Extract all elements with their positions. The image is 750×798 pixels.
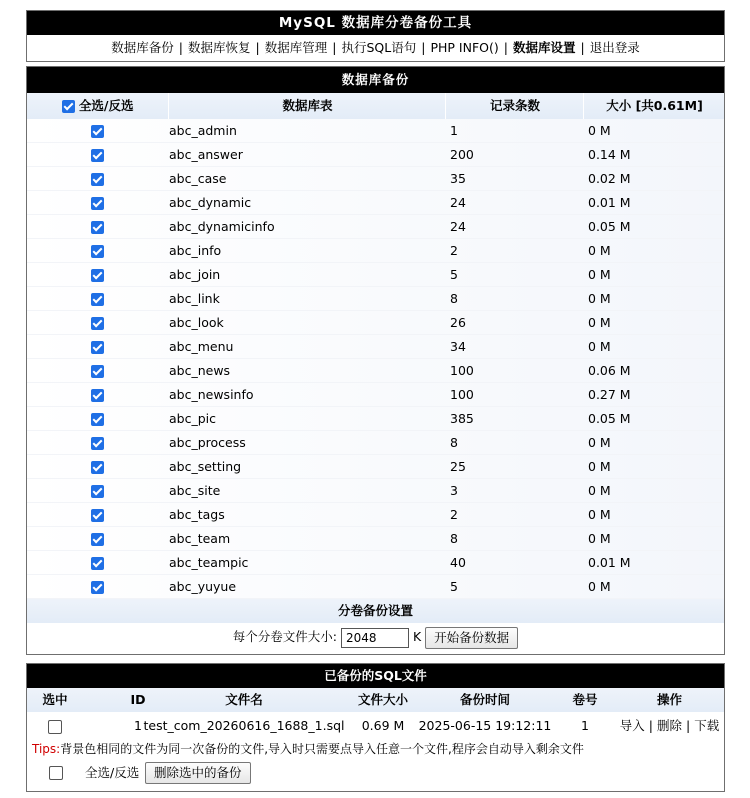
table-checkbox[interactable] <box>91 149 104 162</box>
backup-files-panel <box>26 663 725 792</box>
record-count: 385 <box>450 411 474 426</box>
header-panel <box>26 10 725 62</box>
column-header-size: 大小 [共0.61M] <box>583 93 725 119</box>
table-checkbox[interactable] <box>91 221 104 234</box>
table-row <box>27 712 724 740</box>
table-name: abc_tags <box>169 507 225 522</box>
file-time: 2025-06-15 19:12:11 <box>418 718 552 733</box>
table-row <box>27 311 724 335</box>
nav-link-6[interactable]: 退出登录 <box>589 40 640 55</box>
table-size: 0.14 M <box>588 147 631 162</box>
file-volume: 1 <box>581 718 589 733</box>
table-size: 0.01 M <box>588 195 631 210</box>
record-count: 1 <box>450 123 458 138</box>
record-count: 2 <box>450 243 458 258</box>
column-header-time: 备份时间 <box>459 692 510 707</box>
select-all-label: 全选/反选 <box>78 98 134 113</box>
table-name: abc_admin <box>169 123 237 138</box>
table-checkbox[interactable] <box>91 125 104 138</box>
table-size: 0.05 M <box>588 219 631 234</box>
download-link[interactable]: 下载 <box>694 718 720 733</box>
files-select-all-label[interactable]: 全选/反选 <box>85 765 140 780</box>
table-name: abc_info <box>169 243 222 258</box>
table-size: 0 M <box>588 531 611 546</box>
record-count: 5 <box>450 267 458 282</box>
record-count: 100 <box>450 387 474 402</box>
table-name: abc_look <box>169 315 224 330</box>
column-header-volume: 卷号 <box>572 692 598 707</box>
top-nav <box>27 35 724 60</box>
record-count: 40 <box>450 555 466 570</box>
nav-separator: | <box>580 40 585 55</box>
nav-separator: | <box>503 40 508 55</box>
table-name: abc_process <box>169 435 246 450</box>
record-count: 100 <box>450 363 474 378</box>
column-header-table: 数据库表 <box>168 93 446 119</box>
record-count: 8 <box>450 531 458 546</box>
table-row <box>27 575 724 599</box>
record-count: 8 <box>450 435 458 450</box>
tips-message: 背景色相同的文件为同一次备份的文件,导入时只需要点导入任意一个文件,程序会自动导入剩余文件 <box>60 742 584 756</box>
record-count: 34 <box>450 339 466 354</box>
column-header-actions: 操作 <box>656 692 682 707</box>
table-checkbox[interactable] <box>91 365 104 378</box>
table-row <box>27 407 724 431</box>
volume-settings <box>27 623 724 650</box>
table-checkbox[interactable] <box>91 557 104 570</box>
table-row <box>27 239 724 263</box>
table-name: abc_setting <box>169 459 242 474</box>
table-row <box>27 551 724 575</box>
volume-size-input[interactable] <box>341 628 409 648</box>
table-checkbox[interactable] <box>91 581 104 594</box>
table-checkbox[interactable] <box>91 341 104 354</box>
action-separator: | <box>685 718 691 733</box>
table-size: 0 M <box>588 315 611 330</box>
table-row <box>27 455 724 479</box>
table-checkbox[interactable] <box>91 461 104 474</box>
table-name: abc_case <box>169 171 227 186</box>
table-row <box>27 359 724 383</box>
column-header-select: 选中 <box>42 692 68 707</box>
table-row <box>27 383 724 407</box>
nav-link-4[interactable]: PHP INFO() <box>430 40 499 55</box>
file-id: 1 <box>134 718 142 733</box>
delete-selected-button[interactable]: 删除选中的备份 <box>145 762 251 784</box>
table-row <box>27 479 724 503</box>
table-row <box>27 263 724 287</box>
volume-section-title: 分卷备份设置 <box>27 599 724 623</box>
table-checkbox[interactable] <box>91 173 104 186</box>
table-size: 0 M <box>588 459 611 474</box>
table-name: abc_dynamic <box>169 195 252 210</box>
record-count: 35 <box>450 171 466 186</box>
volume-size-label: 每个分卷文件大小: <box>232 629 338 644</box>
nav-separator: | <box>421 40 426 55</box>
record-count: 24 <box>450 219 466 234</box>
table-row <box>27 119 724 143</box>
select-all-toggle[interactable] <box>27 93 168 119</box>
file-actions <box>615 712 724 740</box>
nav-link-0[interactable]: 数据库备份 <box>111 40 174 55</box>
backup-panel <box>26 66 725 655</box>
table-checkbox[interactable] <box>91 317 104 330</box>
page-title: MySQL 数据库分卷备份工具 <box>27 11 724 35</box>
table-size: 0 M <box>588 435 611 450</box>
files-select-all-checkbox[interactable] <box>49 766 63 780</box>
table-name: abc_pic <box>169 411 216 426</box>
table-name: abc_answer <box>169 147 243 162</box>
table-row <box>27 143 724 167</box>
nav-link-3[interactable]: 执行SQL语句 <box>341 40 417 55</box>
volume-unit: K <box>412 629 422 644</box>
table-row <box>27 191 724 215</box>
file-name: test_com_20260616_1688_1.sql <box>143 718 345 733</box>
backup-title: 数据库备份 <box>27 67 724 93</box>
table-size: 0 M <box>588 507 611 522</box>
table-checkbox[interactable] <box>91 485 104 498</box>
delete-link[interactable]: 删除 <box>656 718 682 733</box>
record-count: 200 <box>450 147 474 162</box>
record-count: 3 <box>450 483 458 498</box>
file-select-checkbox[interactable] <box>48 720 62 734</box>
record-count: 5 <box>450 579 458 594</box>
column-header-records: 记录条数 <box>445 93 584 119</box>
files-header <box>27 688 724 712</box>
record-count: 8 <box>450 291 458 306</box>
table-checkbox[interactable] <box>91 437 104 450</box>
record-count: 24 <box>450 195 466 210</box>
table-size: 0 M <box>588 243 611 258</box>
table-name: abc_join <box>169 267 221 282</box>
table-name: abc_menu <box>169 339 234 354</box>
nav-link-2[interactable]: 数据库管理 <box>264 40 328 55</box>
nav-separator: | <box>255 40 260 55</box>
table-name: abc_news <box>169 363 231 378</box>
column-header-id: ID <box>130 692 146 707</box>
nav-link-1[interactable]: 数据库恢复 <box>188 40 251 55</box>
table-row <box>27 215 724 239</box>
tips-text <box>27 740 724 758</box>
table-list <box>27 119 724 599</box>
nav-separator: | <box>332 40 337 55</box>
start-backup-button[interactable]: 开始备份数据 <box>425 627 518 649</box>
table-size: 0 M <box>588 123 611 138</box>
table-row <box>27 431 724 455</box>
table-size: 0 M <box>588 291 611 306</box>
table-checkbox[interactable] <box>91 245 104 258</box>
table-name: abc_newsinfo <box>169 387 254 402</box>
table-row <box>27 527 724 551</box>
table-name: abc_site <box>169 483 221 498</box>
record-count: 2 <box>450 507 458 522</box>
table-checkbox[interactable] <box>91 413 104 426</box>
table-size: 0 M <box>588 483 611 498</box>
files-footer <box>27 758 724 788</box>
action-separator: | <box>648 718 653 733</box>
column-header-filesize: 文件大小 <box>357 692 408 707</box>
table-size: 0 M <box>588 267 611 282</box>
table-row <box>27 287 724 311</box>
table-name: abc_link <box>169 291 220 306</box>
table-checkbox[interactable] <box>91 533 104 546</box>
column-header-filename: 文件名 <box>225 692 263 707</box>
nav-separator: | <box>178 40 184 55</box>
table-row <box>27 335 724 359</box>
files-title: 已备份的SQL文件 <box>27 664 724 688</box>
table-size: 0.27 M <box>588 387 631 402</box>
table-size: 0 M <box>588 339 611 354</box>
table-row <box>27 503 724 527</box>
table-row <box>27 167 724 191</box>
select-all-checkbox[interactable] <box>62 100 75 113</box>
table-name: abc_dynamicinfo <box>169 219 275 234</box>
nav-link-5[interactable]: 数据库设置 <box>512 40 576 55</box>
table-name: abc_yuyue <box>169 579 237 594</box>
table-checkbox[interactable] <box>91 197 104 210</box>
record-count: 26 <box>450 315 466 330</box>
tips-label: Tips: <box>32 742 61 756</box>
table-size: 0.01 M <box>588 555 631 570</box>
record-count: 25 <box>450 459 466 474</box>
table-size: 0 M <box>588 579 611 594</box>
table-checkbox[interactable] <box>91 389 104 402</box>
table-checkbox[interactable] <box>91 269 104 282</box>
table-name: abc_team <box>169 531 231 546</box>
table-size: 0.06 M <box>588 363 631 378</box>
table-name: abc_teampic <box>169 555 249 570</box>
table-checkbox[interactable] <box>91 293 104 306</box>
table-checkbox[interactable] <box>91 509 104 522</box>
table-header <box>27 93 724 119</box>
table-size: 0.05 M <box>588 411 631 426</box>
file-size: 0.69 M <box>361 718 405 733</box>
table-size: 0.02 M <box>588 171 631 186</box>
import-link[interactable]: 导入 <box>619 718 645 733</box>
